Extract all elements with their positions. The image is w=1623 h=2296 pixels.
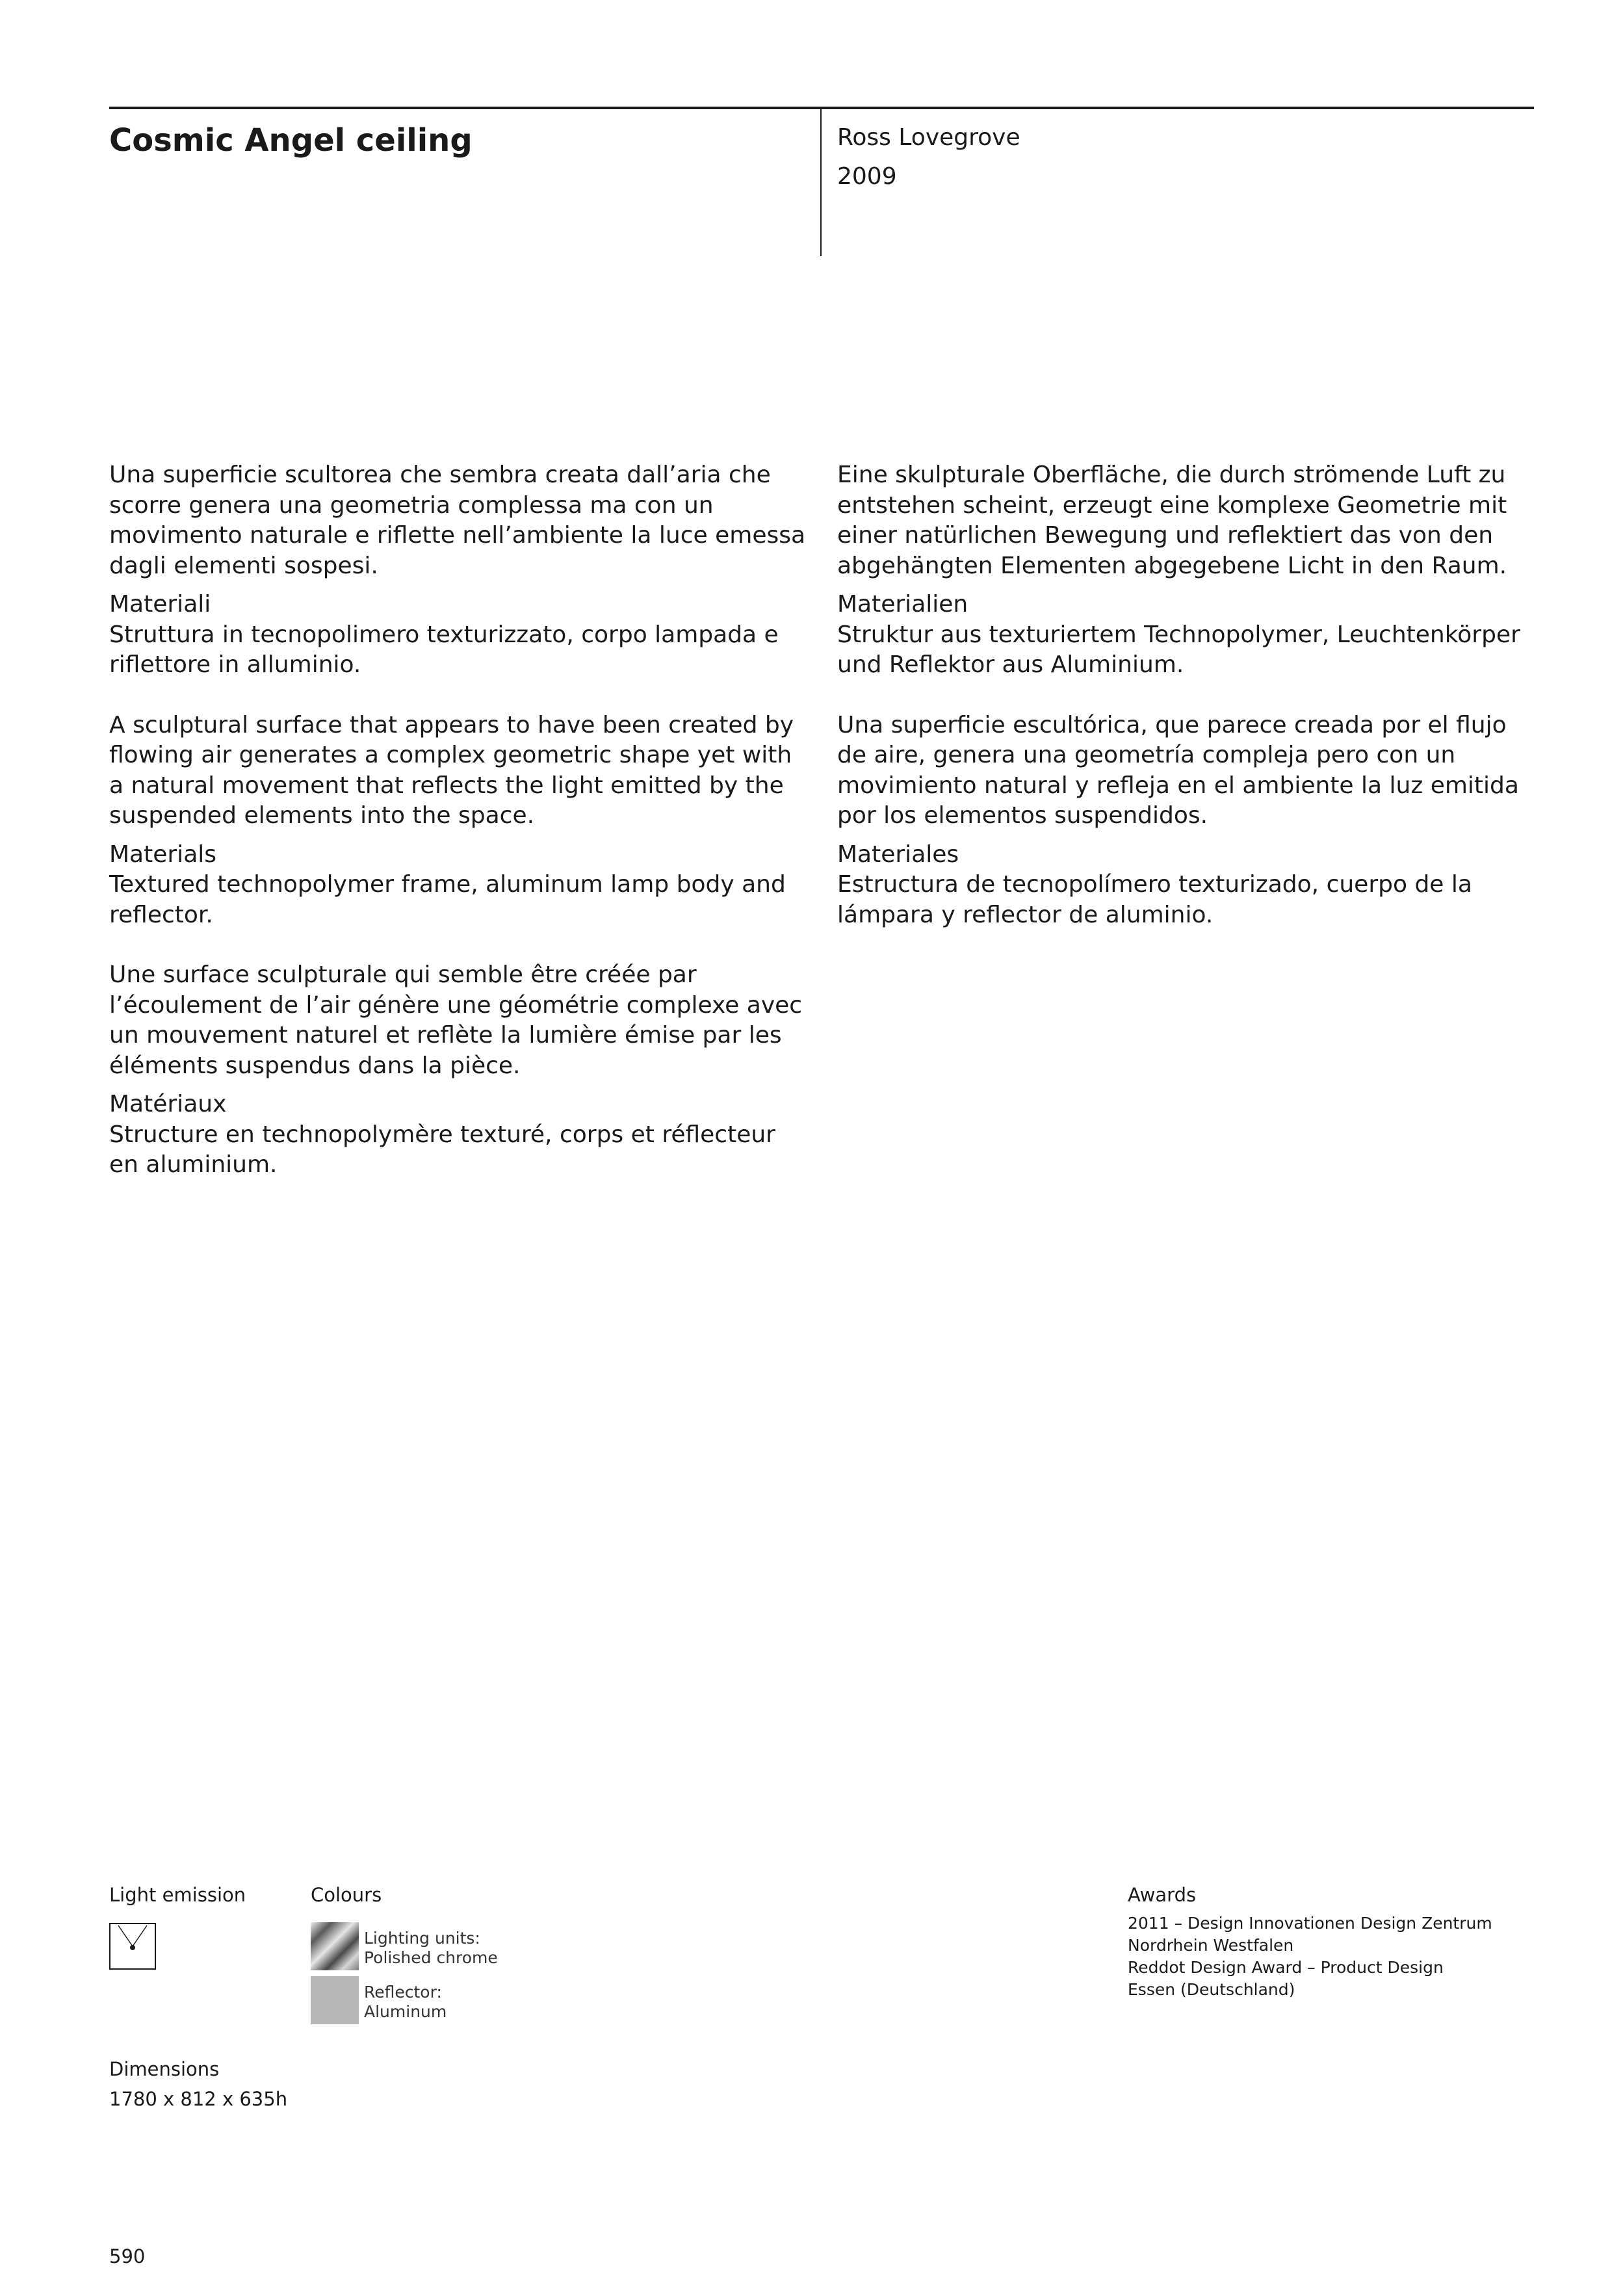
page-number: 590: [109, 2245, 146, 2267]
description-spanish: [837, 711, 1539, 931]
swatch-label-line: Polished chrome: [364, 1948, 498, 1967]
materials-text: Textured technopolymer frame, aluminum lamp body and reflector.: [109, 871, 786, 928]
description-german: [837, 460, 1539, 681]
materials-heading: Materials: [109, 841, 217, 868]
dimensions-label: Dimensions: [109, 2058, 220, 2080]
description-text: Una superficie escultórica, que parece creada por el flujo de aire, genera una geometría compleja pero con un movimiento natural y refleja en el ambiente la luz emitida por los elementos suspendidos.: [837, 711, 1519, 829]
materials-heading: Materialien: [837, 591, 968, 618]
header-divider: [820, 108, 822, 256]
description-text: A sculptural surface that appears to have been created by flowing air generates a complex geometric shape yet with a natural movement that reflects the light emitted by the suspended elements into the space.: [109, 711, 794, 829]
description-text: Une surface sculpturale qui semble être créée par l’écoulement de l’air génère une géométrie complexe avec un mouvement naturel et reflète la lumière émise par les éléments suspendus dans la pièce.: [109, 961, 803, 1079]
award-line: 2011 – Design Innovationen Design Zentrum: [1128, 1914, 1492, 1933]
materials-text: Estructura de tecnopolímero texturizado, cuerpo de la lámpara y reflector de aluminio.: [837, 871, 1472, 928]
materials-text: Structure en technopolymère texturé, corps et réflecteur en aluminium.: [109, 1121, 775, 1178]
header-top-rule: [109, 107, 1534, 109]
award-line: Essen (Deutschland): [1128, 1980, 1295, 1999]
light-emission-label: Light emission: [109, 1884, 246, 1906]
swatch-label-line: Reflector:: [364, 1983, 442, 2002]
materials-heading: Materiales: [837, 841, 959, 868]
designer-name: Ross Lovegrove: [837, 124, 1020, 151]
materials-heading: Materiali: [109, 591, 211, 618]
description-text: Eine skulpturale Oberfläche, die durch strömende Luft zu entstehen scheint, erzeugt eine komplexe Geometrie mit einer natürlichen Bewegung und reflektiert das von den abgehängten Elementen abgegebene Licht in den Raum.: [837, 462, 1507, 579]
swatch-label-reflector: [364, 1983, 447, 2022]
description-english: [109, 711, 811, 931]
materials-heading: Matériaux: [109, 1091, 227, 1117]
award-line: Reddot Design Award – Product Design: [1128, 1958, 1444, 1977]
materials-text: Struktur aus texturiertem Technopolymer, Leuchtenkörper und Reflektor aus Aluminium.: [837, 621, 1520, 678]
description-text: Una superficie scultorea che sembra creata dall’aria che scorre genera una geometria complessa ma con un movimento naturale e riflette nell’ambiente la luce emessa dagli elementi sospesi.: [109, 462, 806, 579]
colours-label: Colours: [311, 1884, 382, 1906]
awards-label: Awards: [1128, 1884, 1197, 1906]
product-title: Cosmic Angel ceiling: [109, 122, 473, 159]
swatch-label-line: Lighting units:: [364, 1929, 480, 1948]
description-column-right: [837, 460, 1539, 960]
description-italian: [109, 460, 811, 681]
awards-list: [1128, 1912, 1492, 2001]
polished-chrome-swatch: [311, 1922, 359, 1970]
description-french: [109, 960, 811, 1181]
swatch-label-line: Aluminum: [364, 2002, 447, 2021]
design-year: 2009: [837, 163, 897, 190]
materials-text: Struttura in tecnopolimero texturizzato, corpo lampada e riflettore in alluminio.: [109, 621, 779, 678]
swatch-label-lighting-units: [364, 1929, 498, 1968]
dimensions-value: 1780 x 812 x 635h: [109, 2088, 288, 2110]
aluminum-swatch: [311, 1976, 359, 2024]
award-line: Nordrhein Westfalen: [1128, 1936, 1294, 1955]
downlight-emission-icon: [109, 1923, 156, 1970]
description-column-left: [109, 460, 811, 1210]
